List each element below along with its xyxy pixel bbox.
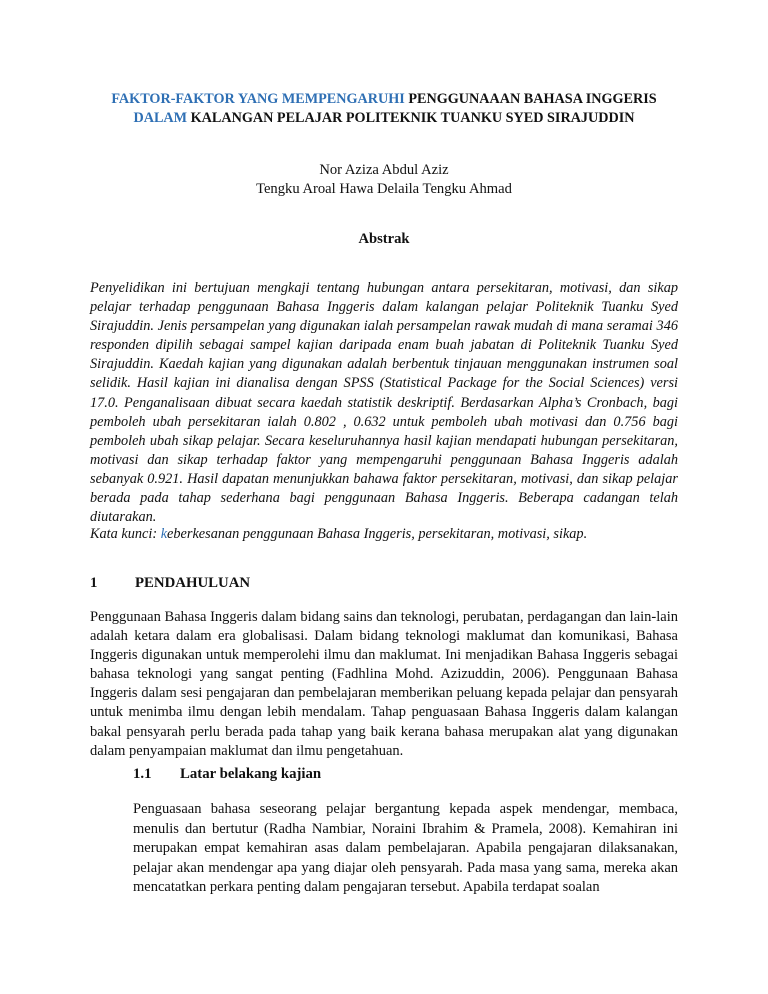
keywords <box>90 525 678 544</box>
section-body: Penggunaan Bahasa Inggeris dalam bidang sains dan teknologi, perubatan, perdagangan dan lain-lain adalah ketara dalam era globalisasi. Dalam bidang teknologi maklumat dan komunikasi, Bahasa Inggeris digunakan untuk memperolehi ilmu dan maklumat. Ini menjadikan Bahasa Inggeris sebagai bahasa teknologi yang sangat penting (Fadhlina Mohd. Azizuddin, 2006). Penggunaan Bahasa Inggeris dalam sesi pengajaran dan pembelajaran memberikan peluang kepada pelajar dan pensyarah untuk menimba ilmu dengan lebih mendalam. Tahap penguasaan Bahasa Inggeris dalam kalangan bakal pensyarah perlu berada pada tahap yang baik kerana bahasa merupakan alat yang digunakan dalam penyampaian maklumat dan ilmu pengetahuan. <box>90 609 678 759</box>
subsection-body: Penguasaan bahasa seseorang pelajar bergantung kepada aspek mendengar, membaca, menulis dan bertutur (Radha Nambiar, Noraini Ibrahim & Pramela, 2008). Kemahiran ini merupakan empat kemahiran asas dalam pembelajaran. Apabila pengajaran dilaksanakan, pelajar akan mendengar apa yang diajar oleh pensyarah. Pada masa yang sama, mereka akan mencatatkan perkara penting dalam pengajaran tersebut. Apabila terdapat soalan <box>133 801 678 896</box>
author-2: Tengku Aroal Hawa Delaila Tengku Ahmad <box>256 181 512 197</box>
title-text-2: KALANGAN PELAJAR POLITEKNIK TUANKU SYED SIRAJUDDIN <box>187 110 635 126</box>
title-highlight-1: FAKTOR-FAKTOR YANG MEMPENGARUHI <box>111 91 405 107</box>
section-title: PENDAHULUAN <box>135 575 251 591</box>
section-number: 1 <box>90 575 98 591</box>
paper-title <box>80 90 688 128</box>
author-list <box>80 161 688 199</box>
title-line-1 <box>80 90 688 109</box>
abstract-heading: Abstrak <box>358 231 410 247</box>
subsection-heading <box>133 766 321 783</box>
title-text-1: PENGGUNAAAN BAHASA INGGERIS <box>404 91 657 107</box>
author-1: Nor Aziza Abdul Aziz <box>319 162 449 178</box>
section-heading <box>90 575 250 592</box>
title-highlight-2: DALAM <box>133 110 188 126</box>
subsection-number: 1.1 <box>133 766 152 782</box>
subsection-title: Latar belakang kajian <box>180 766 322 782</box>
abstract-text: Penyelidikan ini bertujuan mengkaji tentang hubungan antara persekitaran, motivasi, dan sikap pelajar terhadap penggunaan Bahasa Inggeris dalam kalangan pelajar Politeknik Tuanku Syed Sirajuddin. Jenis persampelan yang digunakan ialah persampelan rawak mudah di mana seramai 346 responden dipilih sebagai sampel kajian daripada enam buah jabatan di Politeknik Tuanku Syed Sirajuddin. Kaedah kajian yang digunakan adalah berbentuk tinjauan menggunakan instrumen soal selidik. Hasil kajian ini dianalisa dengan SPSS (Statistical Package for the Social Sciences) versi 17.0. Penganalisaan dibuat secara kaedah statistik deskriptif. Berdasarkan Alpha’s Cronbach, bagi pemboleh ubah persekitaran ialah 0.802 , 0.632 untuk pemboleh ubah motivasi dan 0.756 bagi pemboleh ubah sikap pelajar. Secara keseluruhannya hasil kajian mendapati hubungan persekitaran, motivasi dan sikap terhadap faktor yang mempengaruhi penggunaan Bahasa Inggeris adalah sebanyak 0.921. Hasil dapatan menunjukkan bahawa faktor persekitaran, motivasi, dan sikap pelajar berada pada tahap sederhana bagi penggunaan Bahasa Inggeris. Beberapa cadangan telah diutarakan. <box>90 280 678 526</box>
title-line-2 <box>80 109 688 128</box>
keywords-label: Kata kunci: <box>90 526 161 542</box>
keywords-list: eberkesanan penggunaan Bahasa Inggeris, persekitaran, motivasi, sikap. <box>167 526 588 542</box>
keywords-first-letter: k <box>160 526 168 542</box>
